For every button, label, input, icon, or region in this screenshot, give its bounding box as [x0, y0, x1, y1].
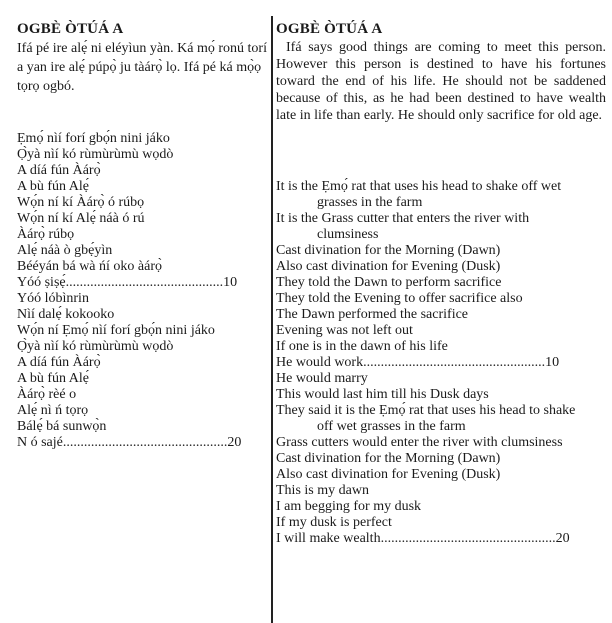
yoruba-intro: Ifá pé ire alẹ́ ni eléyìun yàn. Ká mọ́ ronú torí a yan ire alẹ́ púpọ̀ ju tàárọ̀ lọ. Ifá pé ká mọ̀ọ tọrọ ogbó.	[17, 41, 267, 94]
yoruba-verse-line: Ẹmọ́ nìí forí gbọ́n nini jáko	[17, 131, 170, 146]
english-verse-line: It is the Grass cutter that enters the river with	[276, 211, 530, 226]
yoruba-verse-line: N ó sajé...............................................20	[17, 435, 242, 450]
english-verse-line: Also cast divination for Evening (Dusk)	[276, 467, 501, 482]
yoruba-verse	[17, 131, 267, 451]
yoruba-verse-line: A bù fún Alẹ́	[17, 371, 89, 386]
english-title: OGBÈ ÒTÚÁ A	[276, 21, 383, 37]
yoruba-verse-line: A díá fún Àárọ̀	[17, 163, 101, 178]
english-verse-line: If one is in the dawn of his life	[276, 339, 448, 354]
english-verse-line: off wet grasses in the farm	[317, 419, 466, 434]
english-verse-line: Evening was not left out	[276, 323, 413, 338]
english-verse-line: If my dusk is perfect	[276, 515, 392, 530]
english-verse-line: He would work....................................................10	[276, 355, 560, 370]
yoruba-title: OGBÈ ÒTÚÁ A	[17, 21, 124, 37]
english-verse-line: It is the Ẹmọ́ rat that uses his head to shake off wet	[276, 179, 562, 194]
yoruba-verse-line: Àárọ̀ rèé o	[17, 387, 77, 402]
yoruba-verse-line: Ọ̀yà nìí kó rùmùrùmù wọdò	[17, 339, 174, 354]
english-verse-line: grasses in the farm	[317, 195, 423, 210]
english-verse-line: Cast divination for the Morning (Dawn)	[276, 243, 501, 258]
yoruba-verse-line: Wọ́n ní kí Alẹ́ náà ó rú	[17, 211, 145, 226]
yoruba-verse-line: A díá fún Àárọ̀	[17, 355, 101, 370]
yoruba-verse-line: Wọ́n ní kí Àárọ̀ ó rúbọ	[17, 195, 145, 210]
yoruba-verse-line: Ọ̀yà nìí kó rùmùrùmù wọdò	[17, 147, 174, 162]
english-verse-line: Cast divination for the Morning (Dawn)	[276, 451, 501, 466]
yoruba-verse-line: Àárọ̀ rúbọ	[17, 227, 75, 242]
english-verse-line: This would last him till his Dusk days	[276, 387, 489, 402]
english-verse	[276, 179, 606, 547]
column-divider	[271, 16, 273, 623]
yoruba-verse-line: Wọ́n ní Ẹmọ́ nìí forí gbọ́n nini jáko	[17, 323, 215, 338]
english-verse-line: The Dawn performed the sacrifice	[276, 307, 469, 322]
yoruba-verse-line: Alẹ́ náà ò gbẹ́yìn	[17, 243, 113, 258]
english-verse-line: Also cast divination for Evening (Dusk)	[276, 259, 501, 274]
english-verse-line: I will make wealth..................................................20	[276, 531, 570, 546]
english-verse-line: I am begging for my dusk	[276, 499, 422, 514]
english-verse-line: They said it is the Ẹmọ́ rat that uses his head to shake	[276, 403, 576, 418]
yoruba-verse-line: Yóó lóbìnrin	[17, 291, 89, 306]
yoruba-verse-line: A bù fún Alẹ́	[17, 179, 89, 194]
yoruba-verse-line: Alẹ́ nì ń tọrọ	[17, 403, 89, 418]
english-verse-line: Grass cutters would enter the river with clumsiness	[276, 435, 563, 450]
english-intro: Ifá says good things are coming to meet this person. However this person is destined to have his fortunes toward the end of his life. He should not be saddened because of this, as he had been destined to have wealth late in life than early. He should only sacrifice for old age.	[276, 40, 606, 123]
english-verse-line: This is my dawn	[276, 483, 369, 498]
english-verse-line: clumsiness	[317, 227, 379, 242]
yoruba-verse-line: Bálẹ́ bá sunwọ̀n	[17, 419, 107, 434]
english-verse-line: They told the Dawn to perform sacrifice	[276, 275, 502, 290]
english-verse-line: They told the Evening to offer sacrifice also	[276, 291, 523, 306]
yoruba-verse-line: Bééyán bá wà ńí oko àárọ̀	[17, 259, 162, 274]
yoruba-verse-line: Nìí dalẹ́ kokooko	[17, 307, 115, 322]
yoruba-verse-line: Yóó ṣiṣẹ́.............................................10	[17, 275, 238, 290]
english-verse-line: He would marry	[276, 371, 368, 386]
